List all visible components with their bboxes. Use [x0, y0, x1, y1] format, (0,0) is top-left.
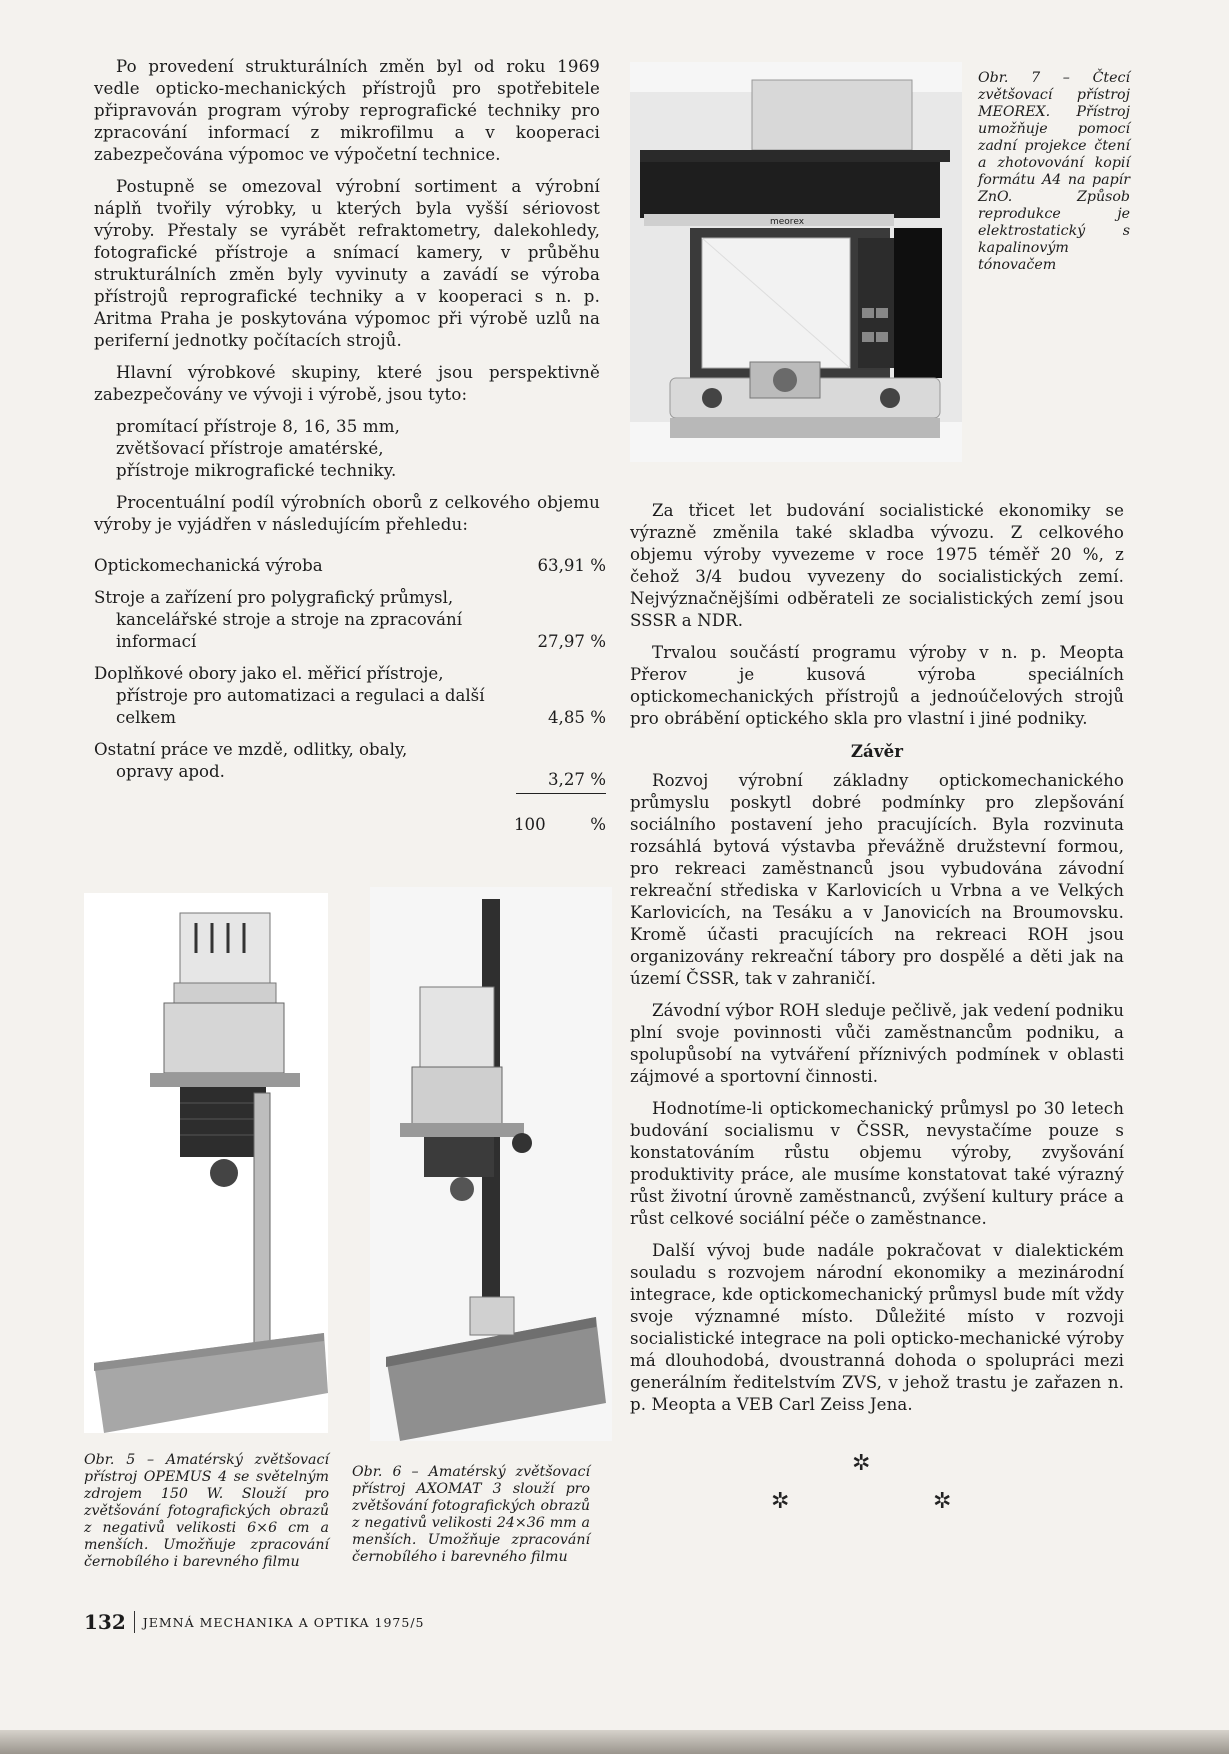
row-value: 4,85 %	[548, 708, 606, 727]
caption-fig6: Obr. 6 – Amatérský zvětšovací přístroj AXOMAT 3 slouží pro zvětšování fotografických obrazů z negativů velikosti 24×36 mm a menších. Umožňuje zpracování černobílého i barevného filmu	[352, 1464, 590, 1565]
paragraph: Rozvoj výrobní základny optickomechanického průmyslu poskytl dobré podmínky pro zlepšování sociálního postavení jeho pracujících. Byla rozvinuta rozsáhlá bytová výstavba převážně družstevní formou, pro rekreaci zaměstnanců jsou vybudována závodní rekreační střediska v Karlovicích u Vrbna a ve Velkých Karlovicích, na Tesáku a v Janovicích na Broumovsku. Kromě účasti pracujících na rekreaci ROH jsou organizovány rekreační tábory pro dospělé a děti jak na území ČSSR, tak v zahraničí.	[630, 771, 1124, 988]
row-label: Doplňkové obory jako el. měřicí přístroje,	[94, 664, 444, 683]
photo-opemus	[84, 893, 328, 1433]
photo-axomat	[370, 887, 612, 1441]
row-value: 63,91 %	[537, 556, 606, 575]
row-label-continued: opravy apod.	[116, 762, 225, 781]
list-item: přístroje mikrografické techniky.	[116, 461, 397, 480]
row-value: 27,97 %	[537, 632, 606, 651]
section-heading: Závěr	[850, 741, 904, 761]
journal-title: JEMNÁ MECHANIKA A OPTIKA 1975/5	[142, 1614, 425, 1630]
table-row	[94, 739, 606, 793]
meorex-illustration	[630, 62, 962, 462]
table-row	[94, 555, 606, 587]
star-ornament-icon: ✲	[933, 1489, 952, 1514]
row-label-continued: kancelářské stroje a stroje na zpracování informací	[116, 610, 462, 651]
caption-fig7: Obr. 7 – Čtecí zvětšovací přístroj MEOREX. Přístroj umožňuje pomocí zadní projekce čtení a zhotovování kopií formátu A4 na papír ZnO. Způsob reprodukce je elektrostatický s kapalinovým tónovačem	[978, 70, 1130, 273]
paragraph: Hlavní výrobkové skupiny, které jsou perspektivně zabezpečovány ve vývoji i výrobě, jsou tyto:	[94, 363, 600, 404]
paragraph: Po provedení strukturálních změn byl od roku 1969 vedle opticko-mechanických přístrojů pro spotřebitele připravován program výroby reprografické techniky pro zpracování informací z mikrofilmu a v kooperaci zabezpečována výpomoc ve výpočetní technice.	[94, 57, 600, 164]
row-label-continued: přístroje pro automatizaci a regulaci a další celkem	[116, 686, 485, 727]
paragraph: Závodní výbor ROH sleduje pečlivě, jak vedení podniku plní svoje povinnosti vůči zaměstnancům podniku, a spolupůsobí na vytváření příznivých podmínek v oblasti zájmové a sportovní činnosti.	[630, 1001, 1124, 1086]
star-ornament-icon: ✲	[771, 1489, 790, 1514]
caption-fig5: Obr. 5 – Amatérský zvětšovací přístroj OPEMUS 4 se světelným zdrojem 150 W. Slouží pro zvětšování fotografických obrazů z negativů velikosti 6×6 cm a menších. Umožňuje zpracování černobílého i barevného filmu	[84, 1452, 329, 1570]
paragraph: Hodnotíme-li optickomechanický průmysl po 30 letech budování socialismu v ČSSR, nevystačíme pouze s konstatováním růstu objemu výroby, zvyšování produktivity práce, ale musíme konstatovat také výrazný růst životní úrovně zaměstnanců, zvýšení kultury práce a růst celkové sociální péče o zaměstnance.	[630, 1099, 1124, 1228]
page-footer	[84, 1610, 425, 1634]
paragraph: Za třicet let budování socialistické ekonomiky se výrazně změnila také skladba vývozu. Z celkového objemu výroby vyvezeme v roce 1975 téměř 20 %, z čehož 3/4 budou vyvezeny do socialistických zemí. Nejvýznačnějšími odběrateli ze socialistických zemí jsou SSSR a NDR.	[630, 501, 1124, 630]
footer-divider	[134, 1611, 135, 1633]
row-label: Ostatní práce ve mzdě, odlitky, obaly,	[94, 740, 408, 759]
paragraph: Procentuální podíl výrobních oborů z celkového objemu výroby je vyjádřen v následujícím přehledu:	[94, 493, 600, 534]
product-group-list	[116, 416, 600, 482]
row-label: Optickomechanická výroba	[94, 556, 323, 575]
table-row	[94, 663, 606, 739]
table-total	[514, 815, 606, 834]
page-number: 132	[84, 1610, 126, 1634]
row-value: 3,27 %	[516, 739, 606, 793]
brand-label: meorex	[770, 217, 805, 227]
list-item: zvětšovací přístroje amatérské,	[116, 439, 384, 458]
left-column	[94, 56, 600, 546]
paragraph: Trvalou součástí programu výroby v n. p. Meopta Přerov je kusová výroba speciálních optickomechanických přístrojů a jednoúčelových strojů pro obrábění optického skla pro vlastní i jiné podniky.	[630, 643, 1124, 728]
paragraph: Další vývoj bude nadále pokračovat v dialektickém souladu s rozvojem národní ekonomiky a mezinárodní integrace, kde optickomechanický průmysl bude mít vždy svoje významné místo. Důležité místo v rozvoji socialistické integrace na poli opticko-mechanické výroby má dlouhodobá, dvoustranná dohoda o spolupráci mezi generálním ředitelstvím ZVS, v jehož trastu je zařazen n. p. Meopta a VEB Carl Zeiss Jena.	[630, 1241, 1124, 1414]
photo-meorex	[630, 62, 962, 462]
total-number: 100	[514, 815, 546, 834]
list-item: promítací přístroje 8, 16, 35 mm,	[116, 417, 401, 436]
star-ornament-icon: ✲	[852, 1451, 871, 1476]
row-label: Stroje a zařízení pro polygrafický průmysl,	[94, 588, 454, 607]
scan-edge	[0, 1730, 1229, 1754]
table-row	[94, 587, 606, 663]
total-unit: %	[590, 815, 606, 834]
share-table	[94, 555, 606, 794]
paragraph: Postupně se omezoval výrobní sortiment a výrobní náplň tvořily výrobky, u kterých byla vyšší sériovost výroby. Přestaly se vyrábět refraktometry, dalekohledy, fotografické přístroje a snímací kamery, v průběhu strukturálních změn byly vyvinuty a zavádí se výroba přístrojů reprografické techniky a v kooperaci s n. p. Aritma Praha je poskytována výpomoc při výrobě uzlů na periferní jednotky počítacích strojů.	[94, 177, 600, 350]
right-column	[630, 500, 1124, 1426]
